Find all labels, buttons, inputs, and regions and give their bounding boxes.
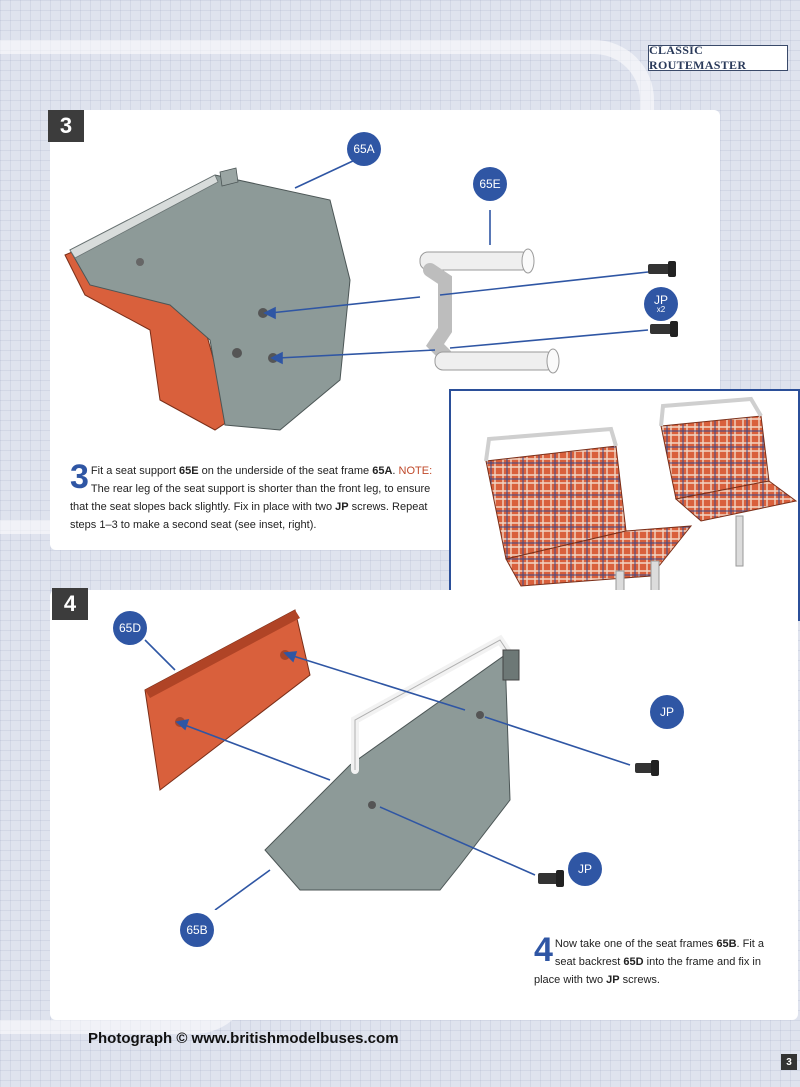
callout-jp-lower: JP	[568, 852, 602, 886]
part-ref: JP	[606, 974, 620, 986]
callout-65e: 65E	[473, 167, 507, 201]
step-3-drop-cap: 3	[70, 458, 89, 496]
seat-frame-65b	[265, 655, 510, 890]
callout-jp-x2	[644, 287, 678, 321]
photo-credit: Photograph © www.britishmodelbuses.com	[88, 1030, 399, 1047]
page-number: 3	[781, 1054, 797, 1070]
callout-jp-label: JP	[653, 293, 668, 307]
part-ref: 65D	[623, 956, 644, 968]
step-4-drop-cap: 4	[534, 931, 553, 969]
inset-photo	[449, 389, 800, 621]
screw-icon	[538, 870, 564, 887]
screw-icon	[648, 261, 676, 277]
part-ref: 65B	[716, 938, 737, 950]
step-4-number: 4	[52, 588, 88, 620]
part-ref: 65E	[178, 465, 199, 477]
inset-seats-illustration	[451, 391, 798, 619]
note-label: NOTE:	[398, 465, 433, 477]
step-4-instruction: 4 Now take one of the seat frames 65B. Fit a seat backrest 65D into the frame and fix in place with two JP screws.	[534, 931, 765, 986]
callout-jp-upper: JP	[650, 695, 684, 729]
step-3-instruction: 3 Fit a seat support 65E on the underside of the seat frame 65A. NOTE: The rear leg of the seat support is shorter than the front leg, to ensure that the seat slopes back slightly. Fix in place with two JP screws. Repeat steps 1–3 to make a second seat (see inset, right).	[70, 458, 433, 531]
callout-65d: 65D	[113, 611, 147, 645]
callout-65a: 65A	[347, 132, 381, 166]
frame-hole	[136, 258, 144, 266]
screw-icon	[635, 760, 659, 776]
frame-hole	[232, 348, 242, 358]
part-ref: JP	[335, 501, 349, 513]
seat-support-65e	[420, 249, 559, 373]
series-tag: CLASSIC ROUTEMASTER	[648, 45, 788, 71]
screw-icon	[650, 321, 678, 337]
callout-65b: 65B	[180, 913, 214, 947]
step-3-number: 3	[48, 110, 84, 142]
part-ref: 65A	[372, 465, 393, 477]
callout-jp-qty: x2	[656, 305, 666, 314]
